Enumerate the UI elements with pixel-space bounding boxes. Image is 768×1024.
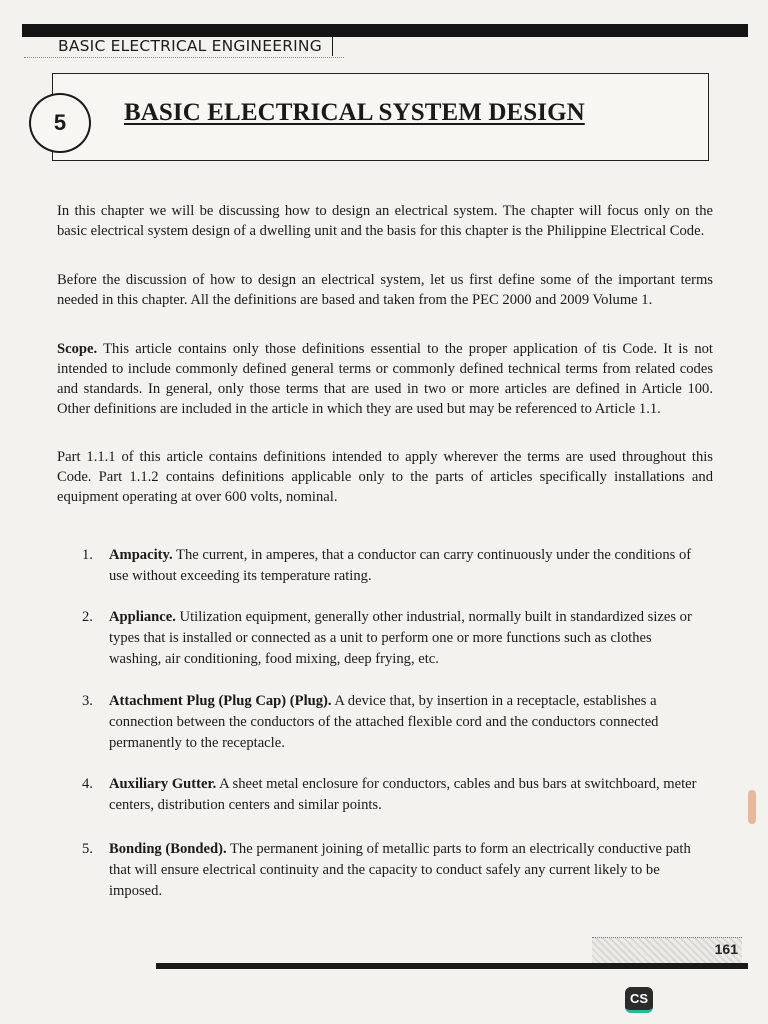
definition-text: The permanent joining of metallic parts to form an electrically conductive path that will ensure electrical continuity and the capacity to conduct safely any current likely to be imposed. [109,841,691,899]
page-edge-mark [748,790,756,824]
header-rule [24,57,344,58]
definition-number: 3. [82,693,93,709]
scope-text: This article contains only those definitions essential to the proper application of tis Code. It is not intended to include commonly defined general terms or commonly defined technical terms from related codes and standards. In general, only those terms that are used in two or more articles are defined in Article 100. Other definitions are included in the article in which they are used but may be referenced to Article 1.1. [57,341,713,417]
definition-term: Attachment Plug (Plug Cap) (Plug). [109,693,332,709]
camscanner-logo-icon: CS [625,987,653,1013]
part-paragraph: Part 1.1.1 of this article contains definitions intended to apply wherever the terms are used throughout this Code. Part 1.1.2 contains definitions applicable only to the parts of articles specifically installations and equipment operating at over 600 volts, nominal. [57,449,713,505]
definition-body [109,774,699,816]
page-number-box [592,937,742,964]
definition-term: Appliance. [109,609,176,625]
book-title: BASIC ELECTRICAL ENGINEERING [58,36,333,56]
chapter-number: 5 [29,93,91,153]
definition-body [109,545,699,587]
definition-term: Bonding (Bonded). [109,841,227,857]
page-number: 161 [714,941,738,957]
definition-text: The current, in amperes, that a conductor can carry continuously under the conditions of use without exceeding its temperature rating. [109,547,692,584]
definition-body [109,607,699,670]
definition-term: Ampacity. [109,547,173,563]
chapter-title: BASIC ELECTRICAL SYSTEM DESIGN [124,99,585,126]
definition-text: Utilization equipment, generally other industrial, normally built in standardized sizes or types that is installed or connected as a unit to perform one or more functions such as clothes washing, air conditioning, food mixing, deep frying, etc. [109,609,692,667]
definition-number: 4. [82,776,93,792]
intro-paragraph: In this chapter we will be discussing how to design an electrical system. The chapter will focus only on the basic electrical system design of a dwelling unit and the basis for this chapter is the Philippine Electrical Code. [57,203,713,239]
definition-body [109,839,699,902]
definition-body [109,691,699,754]
definition-number: 1. [82,547,93,563]
before-paragraph: Before the discussion of how to design an electrical system, let us first define some of the important terms needed in this chapter. All the definitions are based and taken from the PEC 2000 and 2009 Volume 1. [57,272,713,308]
definition-number: 2. [82,609,93,625]
definition-term: Auxiliary Gutter. [109,776,217,792]
footer-bar [156,963,748,969]
definition-text: A sheet metal enclosure for conductors, cables and bus bars at switchboard, meter centers, distribution centers and similar points. [109,776,697,813]
scope-paragraph [57,339,713,419]
scope-label: Scope. [57,341,98,357]
definition-number: 5. [82,841,93,857]
definition-text: A device that, by insertion in a receptacle, establishes a connection between the conductors of the attached flexible cord and the conductors connected permanently to the receptacle. [109,693,659,751]
